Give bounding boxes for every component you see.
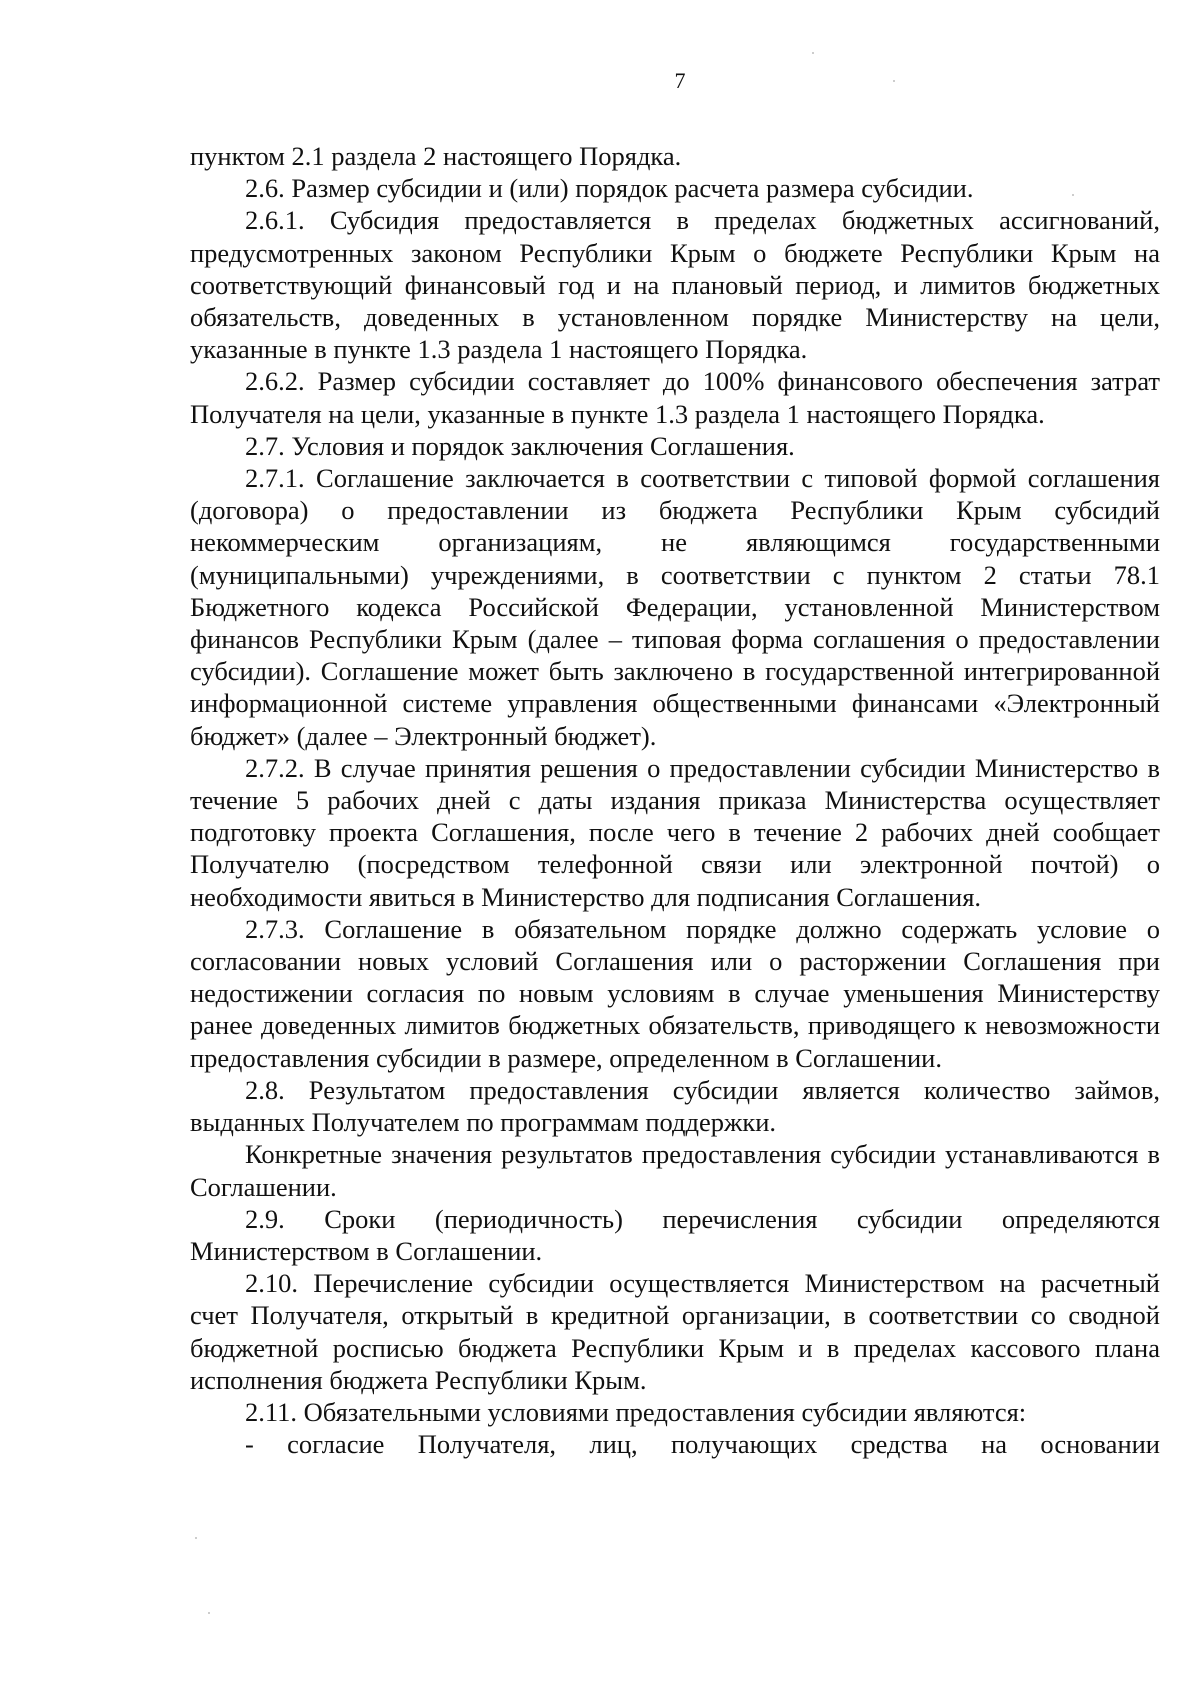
paragraph-2-7-3: 2.7.3. Соглашение в обязательном порядке должно содержать условие о согласовании новых условий Соглашения или о расторжении Соглашения при недостижении согласия по новым условиям в случае уменьшения Министерству ранее доведенных лимитов бюджетных обязательств, приводящего к невозможности предоставления субсидии в размере, определенном в Соглашении. [190,913,1160,1073]
paragraph-2-7-1: 2.7.1. Соглашение заключается в соответствии с типовой формой соглашения (договора) о предоставлении из бюджета Республики Крым субсидий некоммерческим организациям, не являющимся государственными (муниципальными) учреждениями, в соответствии с пунктом 2 статьи 78.1 Бюджетного кодекса Российской Федерации, установленной Министерством финансов Республики Крым (далее – типовая форма соглашения о предоставлении субсидии). Соглашение может быть заключено в государственной интегрированной информационной системе управления общественными финансами «Электронный бюджет» (далее – Электронный бюджет). [190,463,1160,751]
scan-speck [812,52,814,54]
paragraph-2-7-2: 2.7.2. В случае принятия решения о предоставлении субсидии Министерство в течение 5 рабочих дней с даты издания приказа Министерства осуществляет подготовку проекта Соглашения, после чего в течение 2 рабочих дней сообщает Получателю (посредством телефонной связи или электронной почтой) о необходимости явиться в Министерство для подписания Соглашения. [190,752,1160,912]
paragraph-continuation: пунктом 2.1 раздела 2 настоящего Порядка. [190,141,682,171]
paragraph-2-8: 2.8. Результатом предоставления субсидии является количество займов, выданных Получателем по программам поддержки. [190,1074,1160,1138]
paragraph-2-6-2: 2.6.2. Размер субсидии составляет до 100% финансового обеспечения затрат Получателя на цели, указанные в пункте 1.3 раздела 1 настоящего Порядка. [190,366,1160,429]
document-body [190,140,1160,1460]
paragraph-2-9: 2.9. Сроки (периодичность) перечисления субсидии определяются Министерством в Соглашении. [190,1203,1160,1266]
scan-speck [208,1612,210,1614]
paragraph-2-10: 2.10. Перечисление субсидии осуществляется Министерством на расчетный счет Получателя, открытый в кредитной организации, в соответствии со сводной бюджетной росписью бюджета Республики Крым и в пределах кассового плана исполнения бюджета Республики Крым. [190,1268,1160,1395]
paragraph-2-8-values: Конкретные значения результатов предоставления субсидии устанавливаются в Соглашении. [190,1139,1160,1202]
paragraph-2-7: 2.7. Условия и порядок заключения Соглашения. [245,430,795,461]
paragraph-2-11: 2.11. Обязательными условиями предоставления субсидии являются: [245,1396,1027,1427]
paragraph-2-11-item: - согласие Получателя, лиц, получающих средства на основании [245,1429,1160,1460]
scan-speck [893,80,895,82]
page-number: 7 [674,68,686,93]
paragraph-2-6: 2.6. Размер субсидии и (или) порядок расчета размера субсидии. [245,173,974,204]
scan-speck [1072,194,1074,196]
scan-speck [195,1537,197,1539]
paragraph-2-6-1: 2.6.1. Субсидия предоставляется в пределах бюджетных ассигнований, предусмотренных законом Республики Крым о бюджете Республики Крым на соответствующий финансовый год и на плановый период, и лимитов бюджетных обязательств, доведенных в установленном порядке Министерству на цели, указанные в пункте 1.3 раздела 1 настоящего Порядка. [190,205,1160,365]
